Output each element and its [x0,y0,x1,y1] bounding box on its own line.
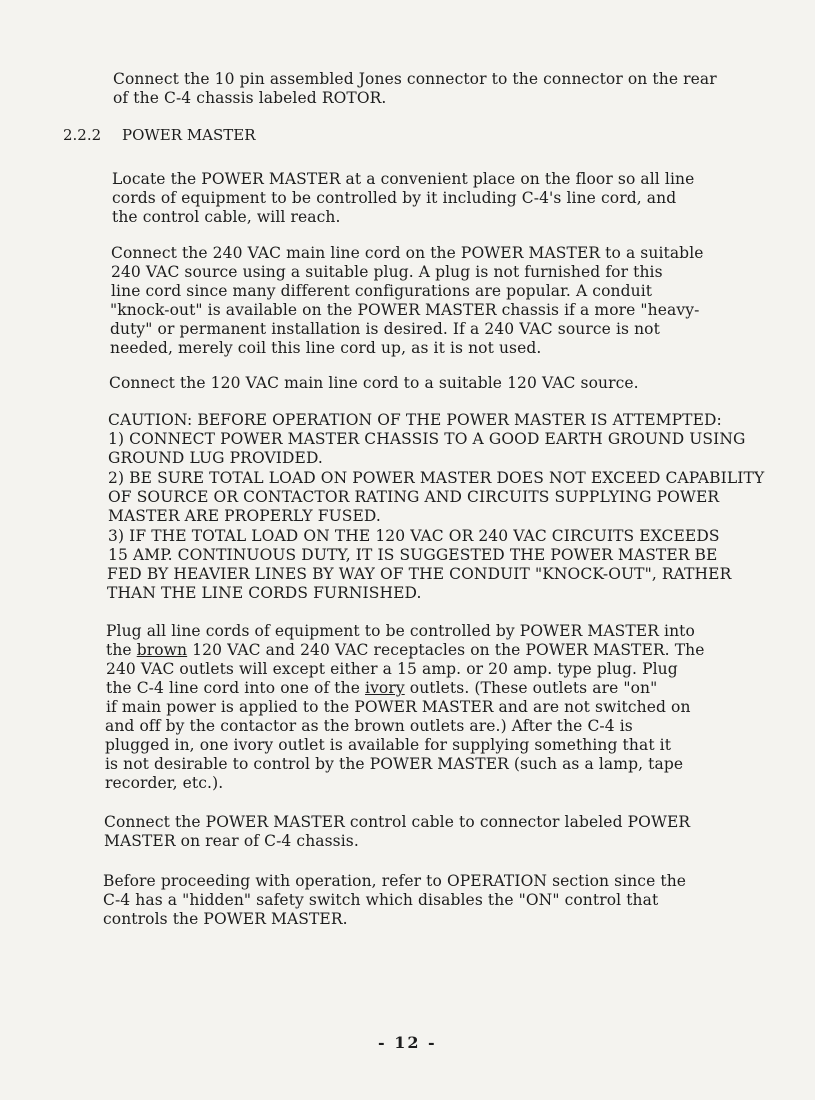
paragraph-locate-line-2: cords of equipment to be controlled by it including C-4's line cord, and [112,189,677,207]
section-number: 2.2.2 [63,126,102,144]
page-number: - 12 - [378,1033,437,1052]
paragraph-rotor-line-1: Connect the 10 pin assembled Jones connector to the connector on the rear [113,70,717,88]
underlined-ivory: ivory [365,679,405,697]
paragraph-120vac-line-1: Connect the 120 VAC main line cord to a suitable 120 VAC source. [109,374,639,392]
paragraph-240vac-line-1: Connect the 240 VAC main line cord on the POWER MASTER to a suitable [111,244,704,262]
caution-line-10: THAN THE LINE CORDS FURNISHED. [107,584,422,602]
paragraph-control-cable-line-1: Connect the POWER MASTER control cable to connector labeled POWER [104,813,691,831]
paragraph-240vac-line-6: needed, merely coil this line cord up, as it is not used. [110,339,542,357]
caution-line-2: 1) CONNECT POWER MASTER CHASSIS TO A GOOD EARTH GROUND USING [108,430,746,448]
paragraph-240vac-line-4: "knock-out" is available on the POWER MASTER chassis if a more "heavy- [110,301,700,319]
paragraph-control-cable-line-2: MASTER on rear of C-4 chassis. [104,832,359,850]
paragraph-plug-line-3: 240 VAC outlets will except either a 15 amp. or 20 amp. type plug. Plug [106,660,678,678]
paragraph-plug-line-4 [106,679,657,698]
paragraph-240vac-line-2: 240 VAC source using a suitable plug. A plug is not furnished for this [111,263,663,281]
paragraph-rotor-line-2: of the C-4 chassis labeled ROTOR. [113,89,387,107]
paragraph-plug-line-7: plugged in, one ivory outlet is available for supplying something that it [105,736,672,754]
caution-line-7: 3) IF THE TOTAL LOAD ON THE 120 VAC OR 240 VAC CIRCUITS EXCEEDS [108,527,720,545]
caution-line-1: CAUTION: BEFORE OPERATION OF THE POWER MASTER IS ATTEMPTED: [108,411,722,429]
section-title: POWER MASTER [122,126,256,144]
caution-line-5: OF SOURCE OR CONTACTOR RATING AND CIRCUITS SUPPLYING POWER [108,488,720,506]
caution-line-6: MASTER ARE PROPERLY FUSED. [108,507,381,525]
paragraph-before-proceeding-line-3: controls the POWER MASTER. [103,910,348,928]
text-fragment: outlets. (These outlets are "on" [404,679,658,697]
paragraph-before-proceeding-line-1: Before proceeding with operation, refer to OPERATION section since the [103,872,687,890]
paragraph-plug-line-1: Plug all line cords of equipment to be controlled by POWER MASTER into [106,622,695,640]
caution-line-4: 2) BE SURE TOTAL LOAD ON POWER MASTER DOES NOT EXCEED CAPABILITY [108,469,765,487]
caution-line-8: 15 AMP. CONTINUOUS DUTY, IT IS SUGGESTED THE POWER MASTER BE [108,546,718,564]
paragraph-plug-line-6: and off by the contactor as the brown outlets are.) After the C-4 is [105,717,633,735]
caution-line-3: GROUND LUG PROVIDED. [108,449,323,467]
paragraph-locate-line-3: the control cable, will reach. [112,208,341,226]
underlined-brown: brown [136,641,188,659]
paragraph-plug-line-8: is not desirable to control by the POWER MASTER (such as a lamp, tape [105,755,684,773]
paragraph-locate-line-1: Locate the POWER MASTER at a convenient place on the floor so all line [112,170,695,188]
paragraph-plug-line-9: recorder, etc.). [105,774,224,792]
text-fragment: the [106,641,137,659]
caution-line-9: FED BY HEAVIER LINES BY WAY OF THE CONDUIT "KNOCK-OUT", RATHER [107,565,732,583]
paragraph-plug-line-5: if main power is applied to the POWER MASTER and are not switched on [106,698,691,716]
paragraph-240vac-line-3: line cord since many different configurations are popular. A conduit [111,282,653,300]
text-fragment: the C-4 line cord into one of the [106,679,366,697]
paragraph-plug-line-2 [106,641,705,660]
paragraph-before-proceeding-line-2: C-4 has a "hidden" safety switch which disables the "ON" control that [103,891,659,909]
paragraph-240vac-line-5: duty" or permanent installation is desired. If a 240 VAC source is not [110,320,660,338]
text-fragment: 120 VAC and 240 VAC receptacles on the POWER MASTER. The [187,641,705,659]
